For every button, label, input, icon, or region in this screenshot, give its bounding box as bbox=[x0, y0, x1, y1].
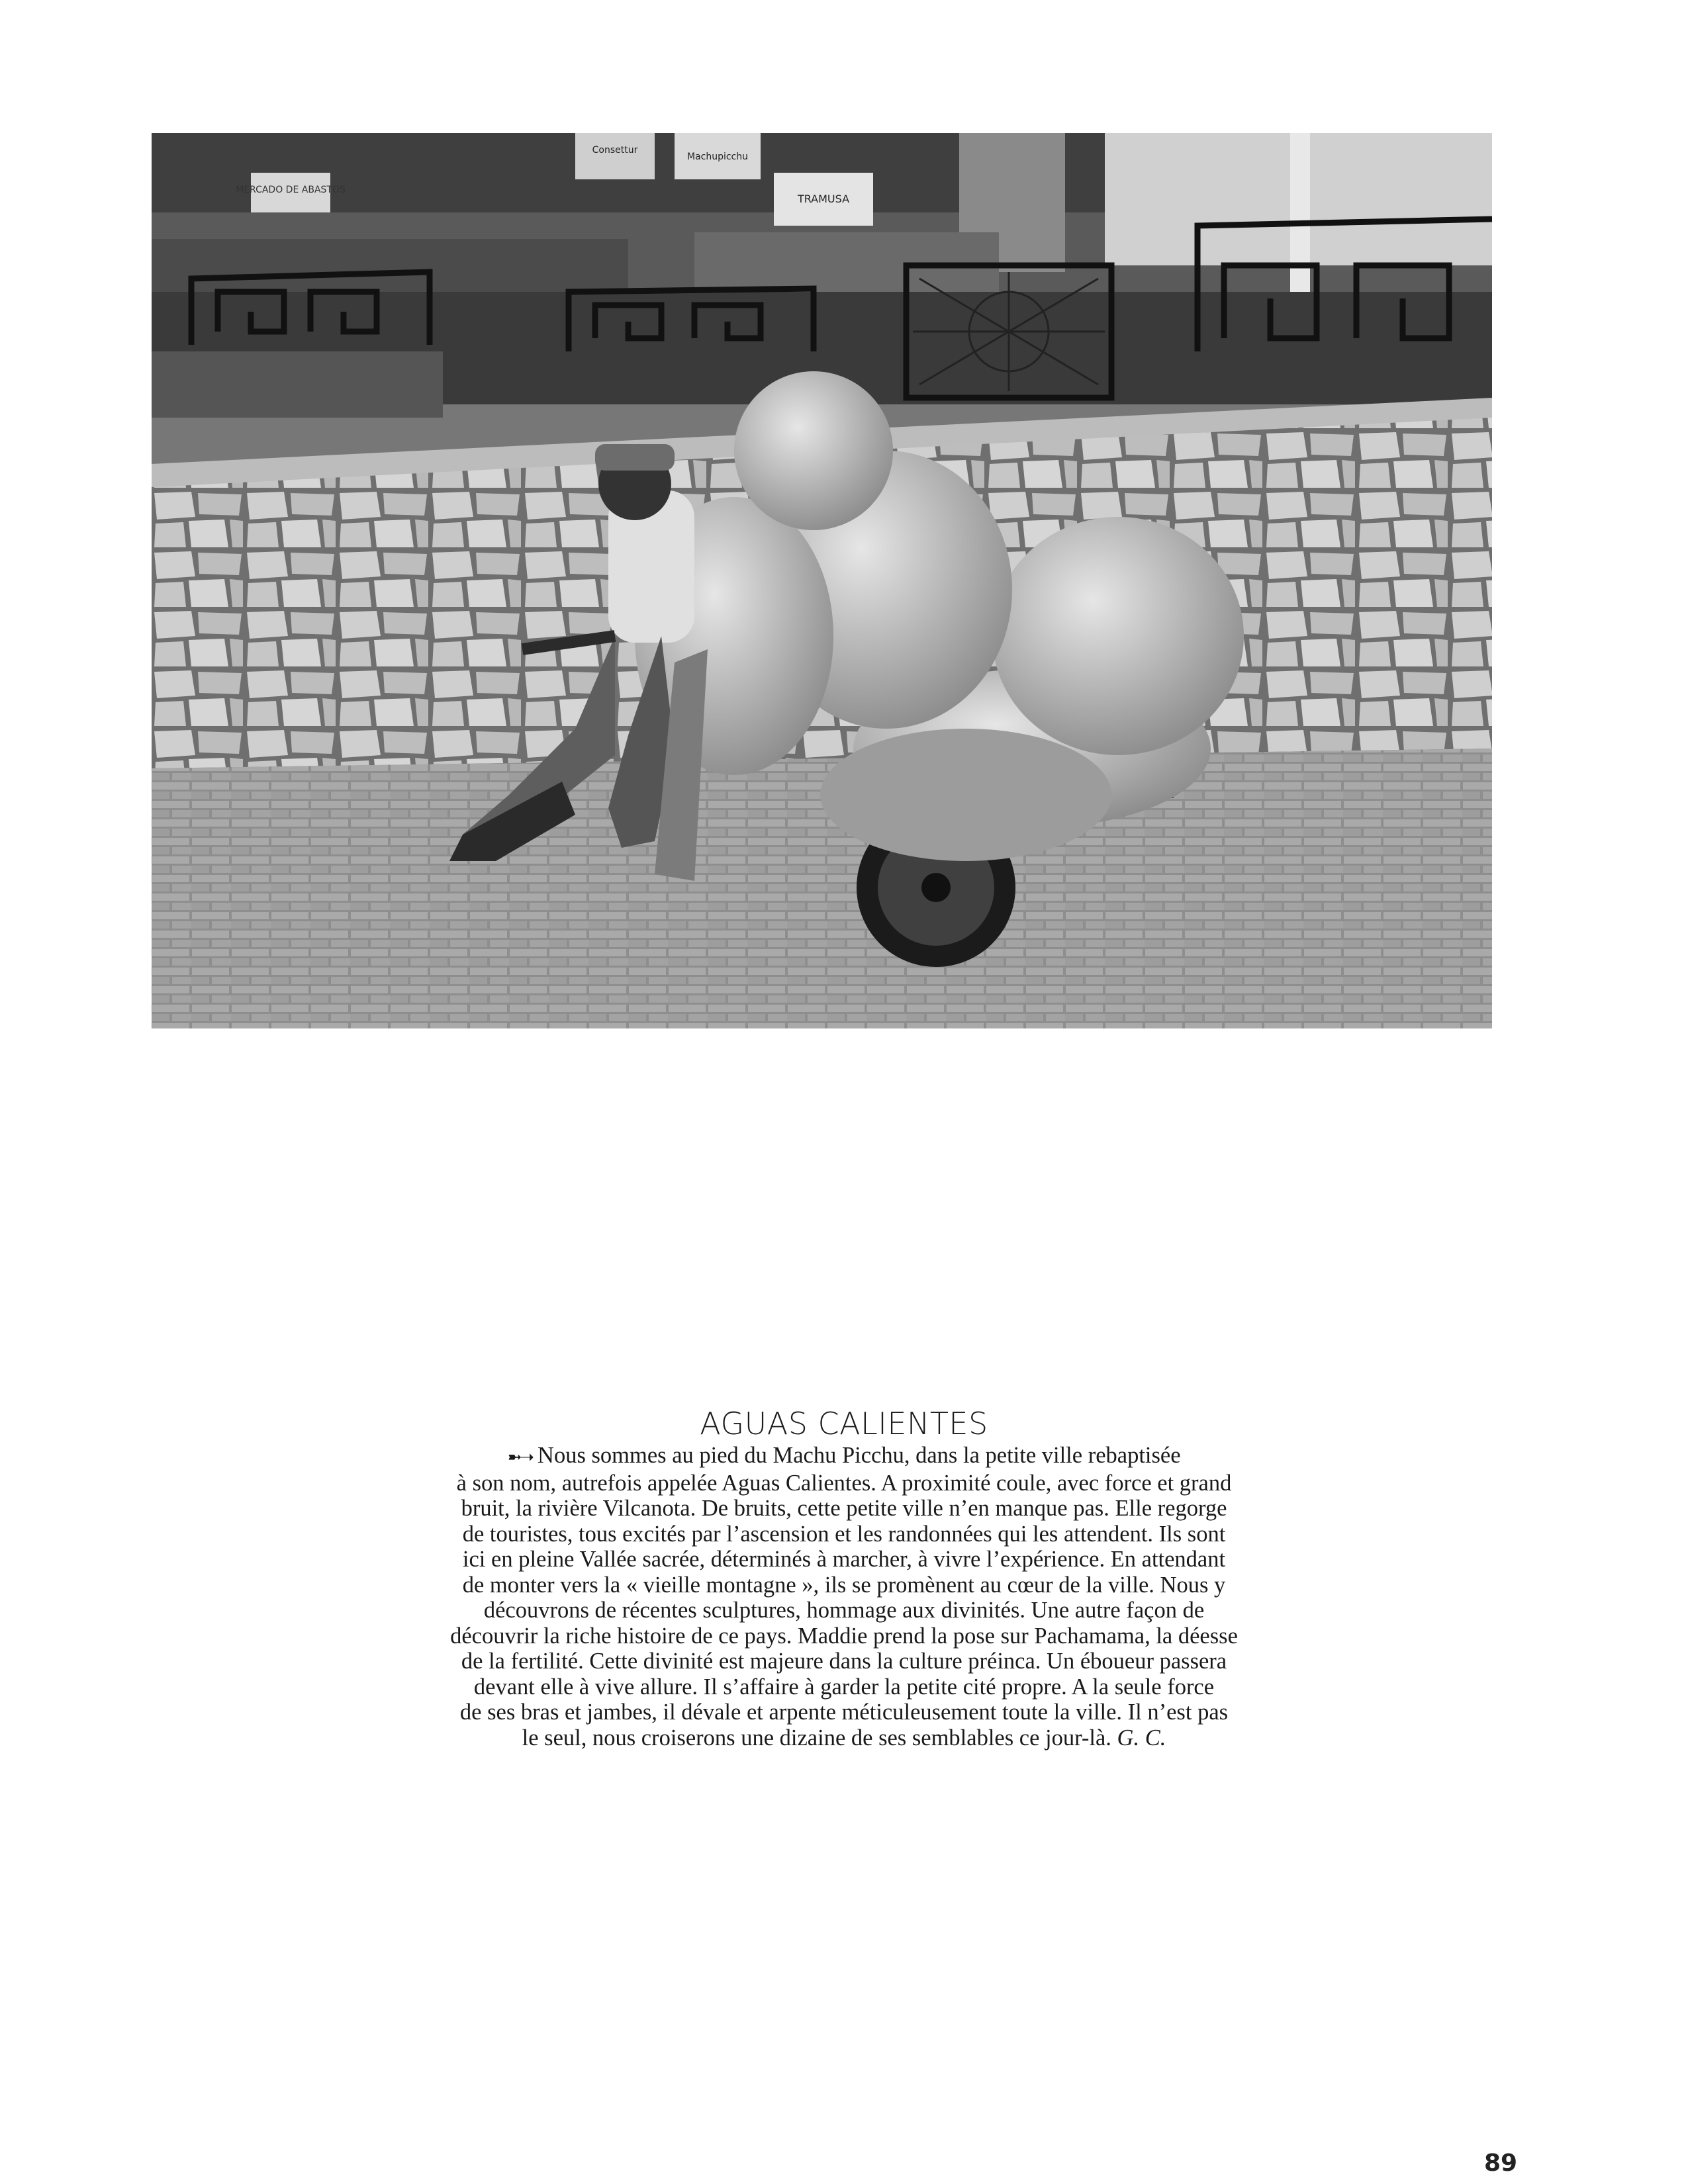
article-body bbox=[404, 1443, 1284, 1751]
body-line: à son nom, autrefois appelée Aguas Calientes. A proximité coule, avec force et grand bbox=[456, 1470, 1232, 1496]
body-line: découvrir la riche histoire de ce pays. Maddie prend la pose sur Pachamama, la déesse bbox=[450, 1623, 1238, 1649]
body-line-last: le seul, nous croiserons une dizaine de ses semblables ce jour-là. G. C. bbox=[522, 1725, 1166, 1751]
body-line: devant elle à vive allure. Il s’affaire à garder la petite cité propre. A la seule force bbox=[473, 1674, 1215, 1700]
sign-consettur: Consettur bbox=[592, 145, 638, 156]
body-line: de touristes, tous excités par l’ascension et les randonnées qui les attendent. Ils sont bbox=[462, 1521, 1226, 1547]
arrow-bullet-icon: ➼➝ bbox=[507, 1447, 533, 1467]
body-line: bruit, la rivière Vilcanota. De bruits, cette petite ville n’en manque pas. Elle regorge bbox=[461, 1496, 1227, 1521]
sign-tramusa: TRAMUSA bbox=[797, 193, 850, 205]
author-signature: G. C. bbox=[1117, 1725, 1166, 1751]
body-line: de monter vers la « vieille montagne », ils se promènent au cœur de la ville. Nous y bbox=[462, 1572, 1226, 1598]
page-number: 89 bbox=[1484, 2150, 1518, 2177]
body-line: ici en pleine Vallée sacrée, déterminés à marcher, à vivre l’expérience. En attendant bbox=[462, 1547, 1226, 1572]
article-heading: AGUAS CALIENTES bbox=[700, 1406, 988, 1441]
photo-illustration bbox=[152, 133, 1492, 1028]
body-line: de ses bras et jambes, il dévale et arpente méticuleusement toute la ville. Il n’est pas bbox=[459, 1700, 1229, 1725]
body-line: ➼➝ Nous sommes au pied du Machu Picchu, dans la petite ville rebaptisée bbox=[507, 1443, 1181, 1468]
article-photo bbox=[152, 133, 1492, 1028]
sign-machupicchu: Machupicchu bbox=[686, 152, 749, 162]
sign-mercado: MERCADO DE ABASTOS bbox=[236, 185, 346, 195]
body-line: de la fertilité. Cette divinité est majeure dans la culture préinca. Un éboueur passera bbox=[461, 1649, 1227, 1674]
body-line: découvrons de récentes sculptures, hommage aux divinités. Une autre façon de bbox=[483, 1598, 1205, 1623]
